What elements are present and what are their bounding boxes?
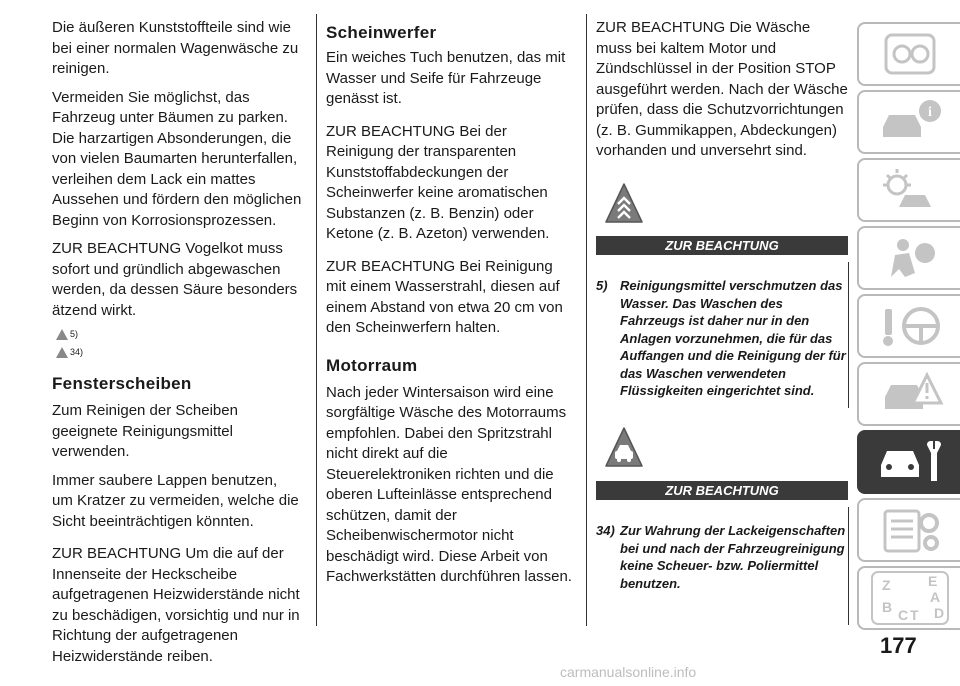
warning-triangle-icon xyxy=(56,329,68,340)
index-letter: Z xyxy=(881,577,891,593)
paragraph: Nach jeder Wintersaison wird eine sorgfältige Wäsche des Motorraums empfohlen. Dabei den Spritzstrahl nicht direkt auf die Steuerelektroniken richten und die oberen Lufteinlässe entsprechend schützen, damit der Scheibenwischermotor nicht beschädigt wird. Diese Arbeit von Fachwerkstätten durchführen lassen. xyxy=(326,383,572,585)
warning-item xyxy=(596,507,848,592)
warning-box xyxy=(596,262,849,408)
warning-item xyxy=(596,262,848,400)
index-letter: T xyxy=(909,607,919,623)
middle-column xyxy=(326,22,576,588)
warning-reference[interactable]: 34) xyxy=(56,345,302,359)
warning-reference[interactable]: 5) xyxy=(56,327,302,341)
tab-specs[interactable] xyxy=(857,498,960,562)
tab-warning-lamps[interactable] xyxy=(857,362,960,426)
paragraph: ZUR BEACHTUNG Vogelkot muss sofort und gründlich abgewaschen werden, da dessen Säure besonders ätzend wirkt. xyxy=(52,240,298,319)
svg-text:i: i xyxy=(927,105,932,120)
paragraph: Vermeiden Sie möglichst, das Fahrzeug unter Bäumen zu parken. Die harzartigen Absonderungen, die von vielen Baumarten herunterfallen, verleihen dem Lack ein mattes Aussehen und fördern den möglichen Beginn von Korrosionsprozessen. xyxy=(52,88,302,229)
car-wash-warning-icon xyxy=(604,426,644,470)
paragraph: ZUR BEACHTUNG Um die auf der Innenseite der Heckscheibe aufgetragenen Heizwiderstände nicht zu beschädigen, vorsichtig und nur in Richtung der aufgetragenen Heizwiderstände reiben. xyxy=(52,545,300,665)
tab-lights[interactable] xyxy=(857,158,960,222)
index-letter: B xyxy=(881,599,892,615)
warning-triangle-icon xyxy=(56,347,68,358)
index-letter: E xyxy=(927,573,937,589)
tab-steering[interactable] xyxy=(857,294,960,358)
warning-title-bar: ZUR BEACHTUNG xyxy=(596,481,848,500)
steering-wheel-icon xyxy=(875,301,945,351)
warning-number: 34) xyxy=(596,523,615,538)
section-heading: Fensterscheiben xyxy=(52,374,192,393)
section-heading: Motorraum xyxy=(326,355,418,375)
paragraph: Zum Reinigen der Scheiben geeignete Reinigungsmittel verwenden. xyxy=(52,402,238,460)
tab-index[interactable] xyxy=(857,566,960,630)
warning-number: 5) xyxy=(596,278,608,293)
index-icon xyxy=(870,570,950,626)
dashboard-icon xyxy=(880,29,940,79)
section-heading: Scheinwerfer xyxy=(326,23,437,42)
tab-car-service[interactable] xyxy=(857,430,960,494)
paragraph: ZUR BEACHTUNG Bei der Reinigung der transparenten Kunststoffabdeckungen der Scheinwerfer keine aromatischen Substanzen (z. B. Benzin) oder Ketone (z. B. Azeton) verwenden. xyxy=(326,122,550,242)
index-letter: C xyxy=(897,607,908,623)
column-divider xyxy=(316,14,317,626)
warning-title-bar: ZUR BEACHTUNG xyxy=(596,236,848,255)
paragraph: Die äußeren Kunststoffteile sind wie bei einer normalen Wagenwäsche zu reinigen. xyxy=(52,19,299,77)
index-letter: A xyxy=(929,589,940,605)
right-column xyxy=(596,18,848,162)
specs-icon xyxy=(875,505,945,555)
left-column xyxy=(52,18,302,667)
tab-airbag[interactable] xyxy=(857,226,960,290)
airbag-icon xyxy=(875,233,945,283)
paragraph: ZUR BEACHTUNG Bei Reinigung mit einem Wasserstrahl, diesen auf einem Abstand von etwa 20 cm von den Scheinwerfern halten. xyxy=(326,257,563,336)
tab-car-info[interactable] xyxy=(857,90,960,154)
warning-box xyxy=(596,507,849,625)
paragraph: Ein weiches Tuch benutzen, das mit Wasser und Seife für Fahrzeuge genässt ist. xyxy=(326,49,566,107)
car-service-icon xyxy=(875,437,945,487)
tab-dashboard[interactable] xyxy=(857,22,960,86)
lights-icon xyxy=(875,165,945,215)
car-info-icon xyxy=(875,97,945,147)
environment-warning-icon xyxy=(604,182,644,226)
page-number: 177 xyxy=(880,633,917,658)
paragraph: Immer saubere Lappen benutzen, um Kratzer zu vermeiden, welche die Sicht beeinträchtigen könnten. xyxy=(52,471,299,530)
paragraph: ZUR BEACHTUNG Die Wäsche muss bei kaltem Motor und Zündschlüssel in der Position STOP ausgeführt werden. Nach der Wäsche prüfen, dass die Schutzvorrichtungen (z. B. Gummikappen, Abdeckungen) vorhanden und unversehrt sind. xyxy=(596,19,848,159)
watermark: carmanualsonline.info xyxy=(560,664,697,680)
column-divider xyxy=(586,14,587,626)
warning-text: Reinigungsmittel verschmutzen das Wasser. Das Waschen des Fahrzeugs ist daher nur in den Anlagen vorzunehmen, die für das Auffangen und die Reinigung der für das Waschen verwendeten Flüssigkeiten eingerichtet sind. xyxy=(620,278,846,398)
warning-lamp-icon xyxy=(875,369,945,419)
index-letter: D xyxy=(933,605,944,621)
warning-text: Zur Wahrung der Lackeigenschaften bei und nach der Fahrzeugreinigung keine Scheuer- bzw. Poliermittel benutzen. xyxy=(620,523,846,591)
